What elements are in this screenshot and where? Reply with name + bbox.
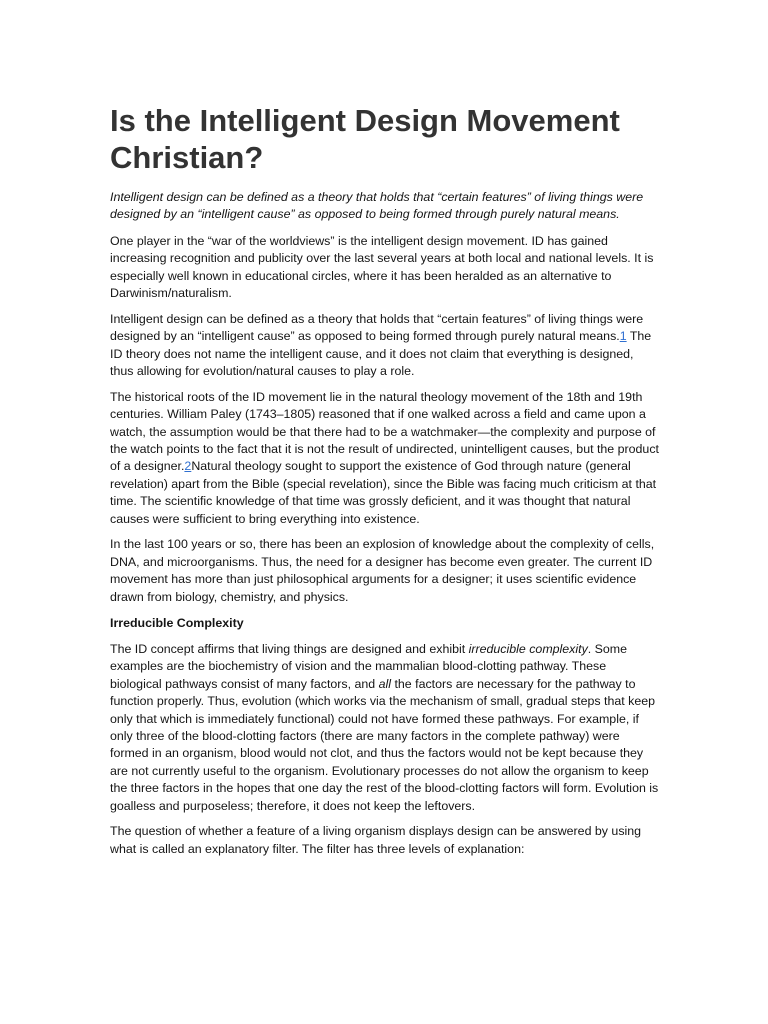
paragraph-1: One player in the “war of the worldviews” is the intelligent design movement. ID has gained increasing recognition and publicity over the last several years at both local and national levels. It is especially well known in educational circles, where it has been heralded as an alternative to Darwinism/naturalism. — [110, 233, 654, 301]
paragraph-3-text-b: Natural theology sought to support the existence of God through nature (general revelation) apart from the Bible (special revelation), since the Bible was facing much criticism at that time. The scientific knowledge of that time was grossly deficient, and it was thought that natural causes were sufficient to bring everything into existence. — [110, 459, 657, 526]
document-page — [110, 0, 660, 867]
footnote-link-1[interactable]: 1 — [619, 329, 627, 344]
emphasis-all: all — [378, 676, 392, 691]
paragraph-3 — [110, 389, 660, 528]
paragraph-3-text-a: The historical roots of the ID movement lie in the natural theology movement of the 18th and 19th centuries. William Paley (1743–1805) reasoned that if one walked across a field and came upon a watch, the assumption would be that there had to be a watchmaker—the complexity and purpose of the watch points to the fact that it is not the result of undirected, unintelligent causes, but the product of a designer. — [110, 389, 659, 474]
section-heading-irreducible-complexity: Irreducible Complexity — [110, 615, 244, 630]
paragraph-5 — [110, 641, 660, 815]
footnote-link-2[interactable]: 2 — [184, 459, 192, 474]
paragraph-2-text-b: The ID theory does not name the intelligent cause, and it does not claim that everything is designed, thus allowing for evolution/natural causes to play a role. — [110, 329, 652, 379]
lead-paragraph: Intelligent design can be defined as a theory that holds that “certain features” of living things were designed by an “intelligent cause” as opposed to being formed through purely natural means. — [110, 190, 644, 222]
paragraph-4: In the last 100 years or so, there has been an explosion of knowledge about the complexity of cells, DNA, and microorganisms. Thus, the need for a designer has become even greater. The current ID movement has more than just philosophical arguments for a designer; it uses scientific evidence drawn from biology, chemistry, and physics. — [110, 537, 655, 604]
paragraph-5-text-b: . Some examples are the biochemistry of vision and the mammalian blood-clotting pathway. These biological pathways consist of many factors, and — [110, 641, 628, 691]
emphasis-irreducible-complexity: irreducible complexity — [468, 641, 588, 656]
article-title: Is the Intelligent Design Movement Christian? — [110, 103, 620, 175]
paragraph-5-text-a: The ID concept affirms that living things are designed and exhibit — [110, 641, 469, 656]
paragraph-2-text-a: Intelligent design can be defined as a theory that holds that “certain features” of living things were designed by an “intelligent cause” as opposed to being formed through purely natural means. — [110, 311, 644, 344]
paragraph-6: The question of whether a feature of a living organism displays design can be answered by using what is called an explanatory filter. The filter has three levels of explanation: — [110, 824, 642, 856]
paragraph-5-text-c: the factors are necessary for the pathway to function properly. Thus, evolution (which works via the mechanism of small, gradual steps that keep only that which is immediately functional) could not have formed these pathways. For example, if only three of the blood-clotting factors (there are many factors in the complete pathway) were formed in an organism, blood would not clot, and thus the factors would not be kept because they are not currently useful to the organism. Evolutionary processes do not allow the organism to keep the three factors in the hopes that one day the rest of the blood-clotting factors will form. Evolution is goalless and purposeless; therefore, it does not keep the leftovers. — [110, 676, 659, 813]
paragraph-2 — [110, 311, 660, 381]
